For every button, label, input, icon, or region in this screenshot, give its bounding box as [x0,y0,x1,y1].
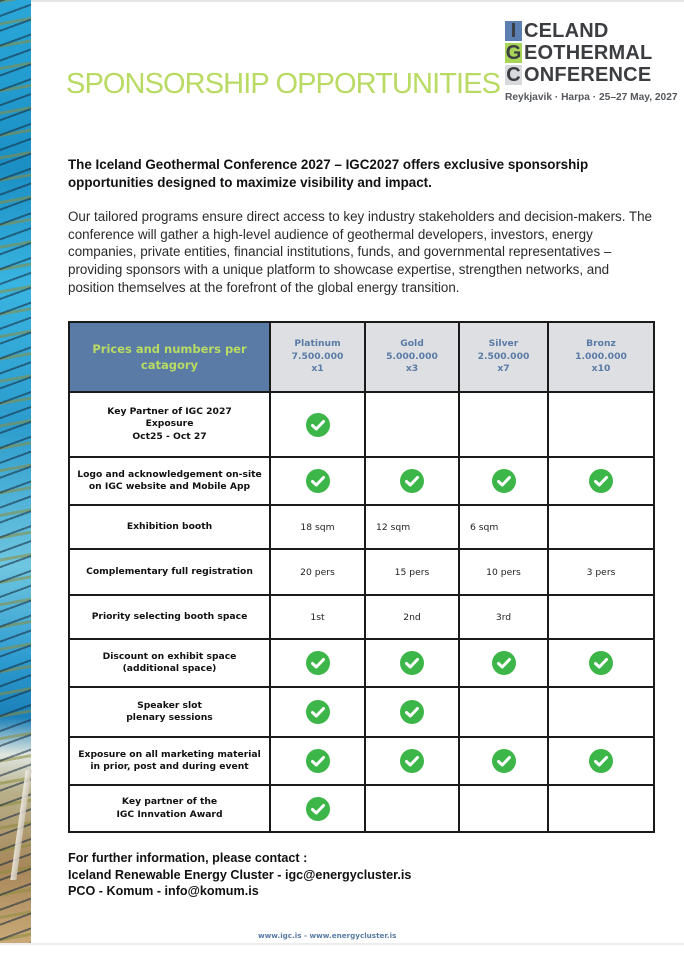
table-row [69,505,654,549]
footer-links[interactable]: www.igc.is - www.energycluster.is [258,931,397,940]
check-icon [589,651,613,675]
contact-heading: For further information, please contact : [68,851,308,865]
page-title-text: SPONSORSHIP OPPORTUNITIES [66,68,501,100]
tier-price: 1.000.000 [575,350,627,362]
check-icon [400,700,424,724]
conference-logo [505,20,677,103]
cell-silver [459,639,548,687]
cell-value: 15 pers [394,566,430,578]
cell-value: 3 pers [586,566,616,578]
cell-gold [365,392,459,457]
row-label-line: Exposure [145,418,194,430]
cell-value: 1st [310,611,325,623]
check-icon [306,651,330,675]
tier-header [459,322,548,392]
row-label-line: Exposure on all marketing material [78,748,261,760]
check-icon [400,469,424,493]
cell-value: 12 sqm [376,521,411,533]
cell-gold [365,595,459,639]
cell-gold [365,549,459,595]
logo-letter-c: C [506,63,521,86]
table-row [69,457,654,505]
tier-header [365,322,459,392]
check-icon [306,469,330,493]
check-icon [589,469,613,493]
check-icon [306,749,330,773]
table-row [69,549,654,595]
contact-line-pco[interactable]: PCO - Komum - info@komum.is [68,884,259,899]
logo-letter-i: I [505,21,522,41]
sponsorship-table [68,321,655,833]
logo-word-iceland: CELAND [524,19,609,42]
table-row [69,392,654,457]
row-label [69,505,270,549]
row-label-line: Priority selecting booth space [91,610,248,622]
table-header-row [69,322,654,392]
table-row [69,785,654,832]
cell-bronz [548,639,654,687]
row-label-line: Key partner of the [121,796,218,807]
logo-subtitle: Reykjavik · Harpa · 25–27 May, 2027 [505,92,678,103]
cell-silver [459,549,548,595]
cell-value: 2nd [403,611,421,623]
table-row [69,737,654,785]
check-icon [492,469,516,493]
check-icon [400,749,424,773]
row-label [69,457,270,505]
check-icon [492,749,516,773]
logo-row-geothermal [505,42,677,64]
cell-value: 3rd [495,611,512,623]
row-label-line: (additional space) [122,663,217,674]
row-label-line: Oct25 - Oct 27 [132,430,207,442]
cell-silver [459,737,548,785]
cell-bronz [548,687,654,737]
check-icon [400,651,424,675]
check-icon [306,797,330,821]
side-photo-strip [0,0,31,943]
row-label-line: Logo and acknowledgement on-site [77,468,262,480]
top-border [31,0,684,2]
cell-value: 10 pers [486,566,521,578]
check-icon [306,700,330,724]
page-title [66,68,501,101]
tier-price: 5.000.000 [386,350,438,362]
intro-paragraph: The Iceland Geothermal Conference 2027 – IGC2027 offers exclusive sponsorship opportunities designed to maximize visibility and impact. [68,157,589,190]
cell-platinum [270,505,365,549]
row-label-line: on IGC website and Mobile App [88,481,251,492]
bottom-border [0,943,684,945]
table-row [69,595,654,639]
cell-platinum [270,549,365,595]
row-label [69,639,270,687]
row-label-line: Complementary full registration [86,565,253,577]
tier-name: Silver [488,338,519,350]
row-label-line: plenary sessions [126,712,213,723]
body-paragraph: Our tailored programs ensure direct access to key industry stakeholders and decision-makers. The conference will gather a high-level audience of geothermal developers, investors, energy companies, private entities, financial institutions, funds, and governmental representatives – providing sponsors with a unique platform to showcase expertise, strengthen networks, and position themselves at the forefront of the global energy transition. [68,209,653,295]
row-label-line: Exhibition booth [126,520,213,532]
table-body [69,392,654,832]
cell-bronz [548,505,654,549]
cell-platinum [270,785,365,832]
tier-price: 2.500.000 [477,350,530,362]
cell-silver [459,595,548,639]
row-label [69,392,270,457]
cell-bronz [548,392,654,457]
cell-gold [365,457,459,505]
cell-bronz [548,595,654,639]
contact-line-cluster[interactable]: Iceland Renewable Energy Cluster - igc@energycluster.is [68,867,412,882]
tier-header [548,322,654,392]
cell-silver [459,687,548,737]
row-label-line: Discount on exhibit space [102,650,237,662]
cell-bronz [548,457,654,505]
tier-name: Bronz [586,338,616,350]
tier-count: x1 [311,363,324,375]
cell-platinum [270,595,365,639]
cell-bronz [548,785,654,832]
row-label [69,549,270,595]
cell-value: 20 pers [300,566,335,578]
cell-platinum [270,687,365,737]
cell-platinum [270,737,365,785]
tier-name: Platinum [294,338,341,350]
table-header-label: Prices and numbers per catagory [69,322,270,392]
tier-price: 7.500.000 [291,350,344,362]
row-label [69,737,270,785]
row-label-line: Speaker slot [137,699,202,711]
table-row [69,639,654,687]
cell-platinum [270,392,365,457]
cell-value: 6 sqm [470,521,499,533]
logo-row-conference [505,64,677,86]
logo-word-conference: ONFERENCE [524,63,652,86]
row-label [69,687,270,737]
check-icon [492,651,516,675]
cell-value: 18 sqm [300,521,335,533]
table-row [69,687,654,737]
cell-bronz [548,549,654,595]
row-label-line: IGC Innvation Award [116,808,223,820]
contact-block [68,850,411,900]
row-label-line: in prior, post and during event [90,761,249,772]
tier-name: Gold [400,338,424,350]
cell-silver [459,457,548,505]
row-label [69,595,270,639]
cell-gold [365,505,459,549]
tier-header [270,322,365,392]
check-icon [589,749,613,773]
cell-silver [459,785,548,832]
cell-silver [459,505,548,549]
cell-gold [365,785,459,832]
logo-letter-g: G [505,41,522,64]
tier-count: x10 [591,363,611,375]
cell-gold [365,639,459,687]
cell-platinum [270,457,365,505]
intro-section [68,156,658,296]
cell-platinum [270,639,365,687]
logo-word-geothermal: EOTHERMAL [524,41,653,64]
check-icon [306,413,330,437]
tier-count: x7 [497,363,510,375]
cell-gold [365,687,459,737]
cell-gold [365,737,459,785]
cell-bronz [548,737,654,785]
cell-silver [459,392,548,457]
row-label-line: Key Partner of IGC 2027 [107,405,232,417]
logo-row-iceland [505,20,677,42]
row-label [69,785,270,832]
tier-count: x3 [405,363,419,375]
